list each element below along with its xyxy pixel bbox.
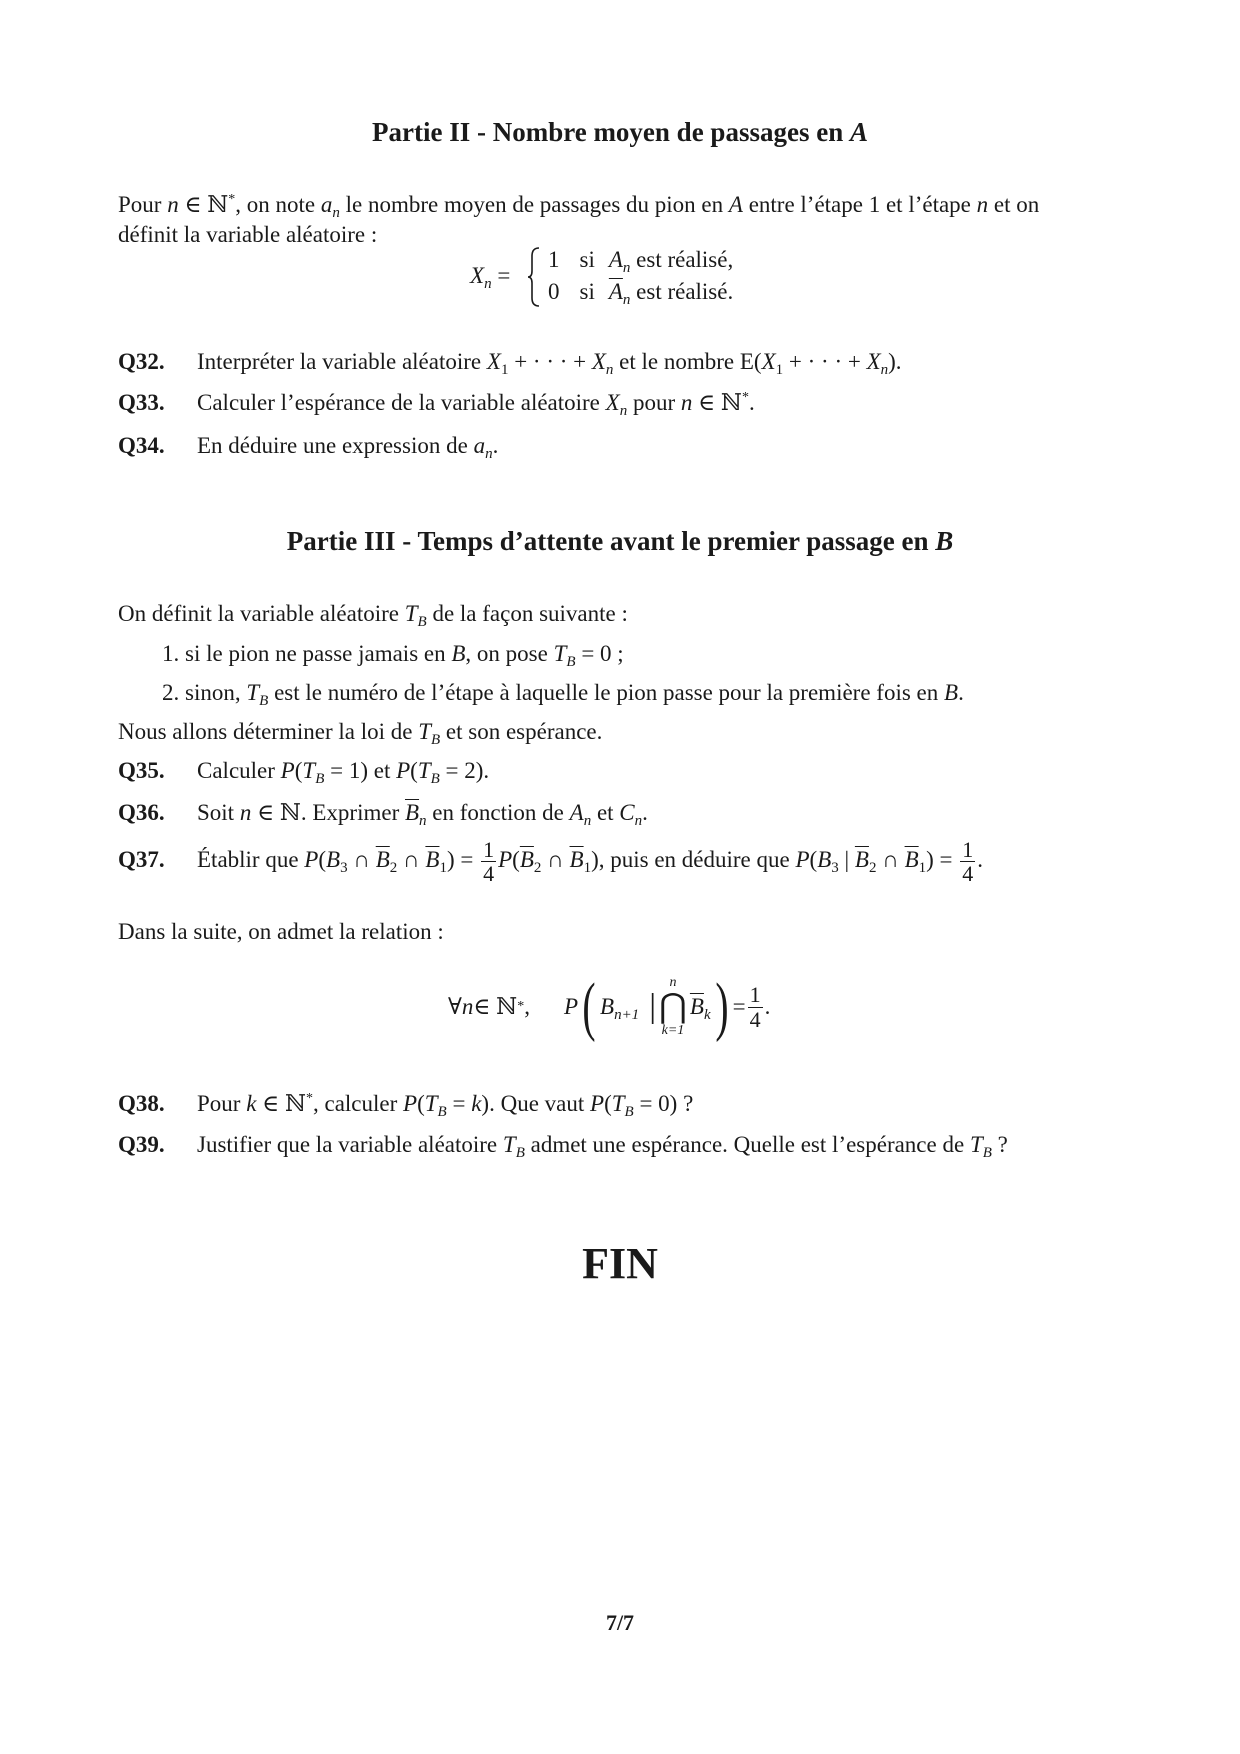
fraction-one-quarter: $\frac{1}{4}$ xyxy=(749,982,761,1032)
list-item-2: 2. sinon, $T_B$ est le numéro de l’étape à laquelle le pion passe pour la première fois en B. xyxy=(162,680,964,709)
admit-line: Dans la suite, on admet la relation : xyxy=(118,919,444,944)
question-q34: Q34. En déduire une expression de $a_n$. xyxy=(118,433,499,462)
question-q38: Q38. Pour k ∈ ℕ*, calculer $P(T_B = k)$. Que vaut $P(T_B = 0)$ ? xyxy=(118,1091,694,1120)
list-item-1: 1. si le pion ne passe jamais en B, on pose $T_B = 0$ ; xyxy=(162,641,624,670)
admitted-relation: ∀ n ∈ ℕ * , P ( $B_{n+1}$ | n ⋂ k=1 $\overline{B}_k$ ) = $\frac{1}{4}$ . xyxy=(448,970,771,1043)
part2-title: Partie II - Nombre moyen de passages en A xyxy=(372,117,868,147)
question-q37: Q37. Établir que $P(B_3$ ∩ $\overline{B}_2$ ∩ $\overline{B}_1$) = $\frac{1}{4}$ $P(\overline{B}_2$ ∩ $\overline{B}_1$), puis en déduire que $P(B_3$ | $\overline{B}_2$ ∩ $\overline{B}_1$) = $\frac{1}{4}$ . xyxy=(118,837,984,887)
big-intersection-icon: n ⋂ k=1 xyxy=(659,975,687,1038)
xn-case-1: 1 si $A_n$ est réalisé, xyxy=(548,247,734,276)
fraction-one-quarter: $\frac{1}{4}$ xyxy=(483,837,495,887)
part3-intro: On définit la variable aléatoire $T_B$ de la façon suivante : xyxy=(118,601,628,630)
part3-loi-line: Nous allons déterminer la loi de $T_B$ et son espérance. xyxy=(118,719,603,748)
xn-lhs: $X_n$ = xyxy=(470,263,511,292)
fin-marker: FIN xyxy=(582,1239,658,1288)
part2-intro-line2: définit la variable aléatoire : xyxy=(118,222,378,247)
question-q33: Q33. Calculer l’espérance de la variable aléatoire $X_n$ pour n ∈ ℕ*. xyxy=(118,390,755,419)
question-q39: Q39. Justifier que la variable aléatoire $T_B$ admet une espérance. Quelle est l’espérance de $T_B$ ? xyxy=(118,1132,1008,1161)
part3-title: Partie III - Temps d’attente avant le premier passage en B xyxy=(286,526,954,556)
xn-case-2: 0 si $\overline{A}_n$ est réalisé. xyxy=(548,279,734,308)
question-q32: Q32. Interpréter la variable aléatoire $X_1$ + · · · + $X_n$ et le nombre $E(X_1$ + · · · + $X_n$). xyxy=(118,349,902,378)
fraction-one-quarter: $\frac{1}{4}$ xyxy=(962,837,974,887)
question-q36: Q36. Soit n ∈ ℕ. Exprimer $\overline{B}_n$ en fonction de $A_n$ et $C_n$. xyxy=(118,800,648,829)
page-number: 7/7 xyxy=(605,1610,635,1635)
part2-intro-line1: Pour n ∈ ℕ*, on note $a_n$ le nombre moyen de passages du pion en A entre l’étape 1 et l’étape n et on xyxy=(118,192,1040,221)
left-brace-icon xyxy=(526,246,542,308)
question-q35: Q35. Calculer $P(T_B = 1)$ et $P(T_B = 2)$. xyxy=(118,758,490,787)
xn-definition xyxy=(460,244,820,310)
